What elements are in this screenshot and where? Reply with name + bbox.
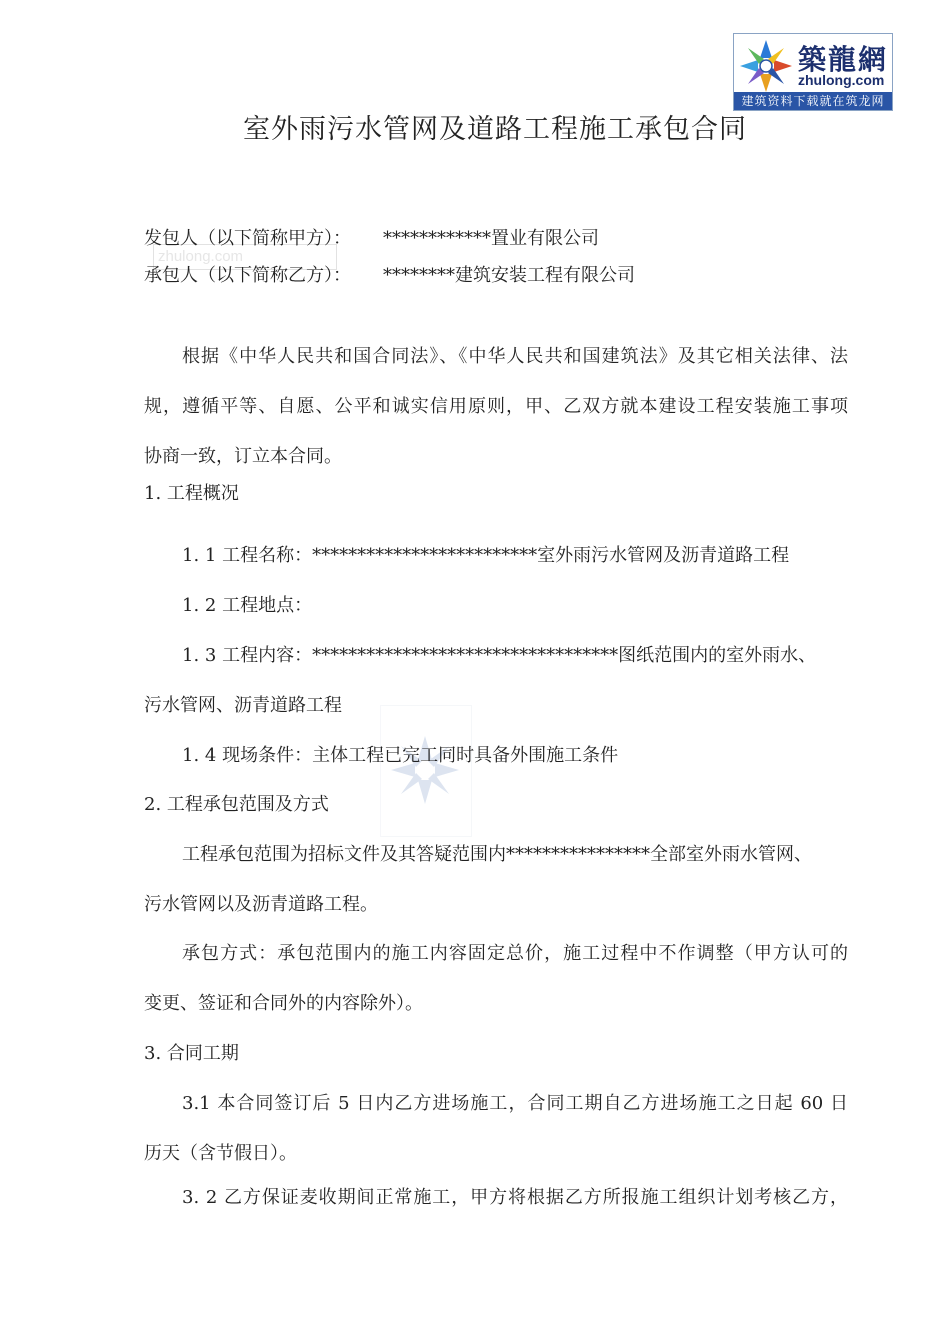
- preamble-line-1: 根据《中华人民共和国合同法》、《中华人民共和国建筑法》及其它相关法律、法: [182, 346, 848, 367]
- snowflake-logo-icon: [738, 38, 794, 94]
- item-3-1-line-1: 3.1 本合同签订后 5 日内乙方进场施工，合同工期自乙方进场施工之日起 60 日: [182, 1093, 848, 1114]
- logo-name: 築龍網: [798, 43, 889, 76]
- snowflake-watermark-icon: [381, 706, 469, 834]
- item-3-2: 3. 2 乙方保证麦收期间正常施工，甲方将根据乙方所报施工组织计划考核乙方，: [182, 1187, 848, 1208]
- scope-line-1: 工程承包范围为招标文件及其答疑范围内****************全部室外雨水管网、: [182, 844, 812, 865]
- item-1-1: 1. 1 工程名称：*************************室外雨污水管网及沥青道路工程: [182, 545, 790, 566]
- logo-tagline: 建筑资料下载就在筑龙网: [734, 92, 892, 110]
- section-3-heading: 3. 合同工期: [144, 1043, 239, 1064]
- preamble-line-3: 协商一致，订立本合同。: [144, 446, 342, 467]
- item-1-3-line-1: 1. 3 工程内容：**********************************图纸范围内的室外雨水、: [182, 645, 817, 666]
- watermark-text: zhulong.com: [153, 244, 337, 270]
- party-b-label: 承包人（以下简称乙方）：: [144, 265, 351, 286]
- item-1-3-line-2: 污水管网、沥青道路工程: [144, 695, 342, 716]
- logo-site: zhulong.com: [798, 72, 885, 88]
- party-a-value: ************置业有限公司: [383, 228, 599, 249]
- scope-line-2: 污水管网以及沥青道路工程。: [144, 894, 378, 915]
- method-line-2: 变更、签证和合同外的内容除外）。: [144, 993, 423, 1014]
- party-b-value: ********建筑安装工程有限公司: [383, 265, 635, 286]
- section-1-heading: 1. 工程概况: [144, 483, 239, 504]
- section-2-heading: 2. 工程承包范围及方式: [144, 794, 329, 815]
- watermark-snowflake: [380, 705, 472, 837]
- page-title: 室外雨污水管网及道路工程施工承包合同: [243, 114, 747, 145]
- method-line-1: 承包方式：承包范围内的施工内容固定总价，施工过程中不作调整（甲方认可的: [182, 943, 848, 964]
- zhulong-logo: [733, 33, 893, 111]
- item-1-4: 1. 4 现场条件：主体工程已完工同时具备外围施工条件: [182, 745, 619, 766]
- item-1-2: 1. 2 工程地点：: [182, 595, 313, 616]
- preamble-line-2: 规，遵循平等、自愿、公平和诚实信用原则，甲、乙双方就本建设工程安装施工事项: [144, 396, 848, 417]
- item-3-1-line-2: 历天（含节假日）。: [144, 1143, 297, 1164]
- party-a-label: 发包人（以下简称甲方）：: [144, 228, 351, 249]
